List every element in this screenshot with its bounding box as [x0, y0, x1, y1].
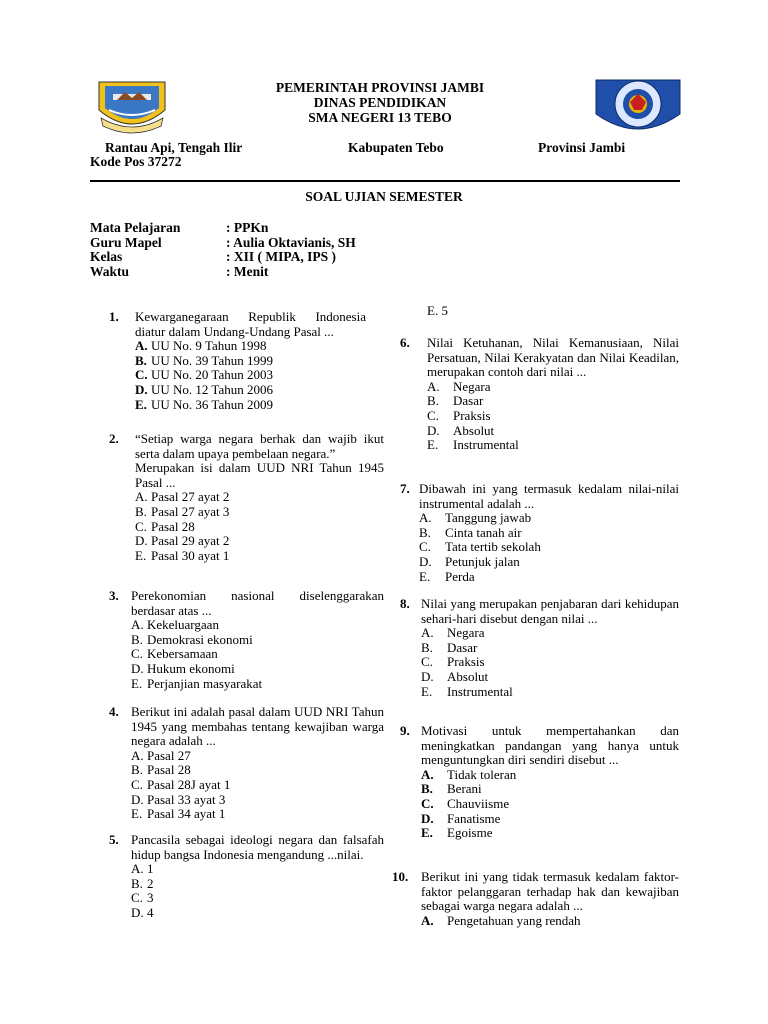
- postcode: Kode Pos 37272: [90, 154, 182, 169]
- question-9: 9. Motivasi untuk mempertahankan dan meningkatkan pandangan yang hanya untuk menguntungkan diri sendiri disebut ... A. Tidak toleran B. Berani C. Chauviisme D. Fanatisme E. Egoisme: [400, 723, 679, 841]
- question-2: 2. “Setiap warga negara berhak dan wajib ikut serta dalam upaya pembelaan negara.” Merupakan isi dalam UUD NRI Tahun 1945 Pasal ... A. Pasal 27 ayat 2 B. Pasal 27 ayat 3 C. Pasal 28 D. Pasal 29 ayat 2 E. Pasal 30 ayat 1: [109, 431, 384, 563]
- province-logo: [95, 76, 169, 136]
- header-line-3: SMA NEGERI 13 TEBO: [308, 110, 452, 125]
- address-village: Rantau Api, Tengah Ilir: [105, 140, 243, 155]
- meta-subject: Mata Pelajaran : PPKn: [90, 220, 269, 235]
- question-4: 4. Berikut ini adalah pasal dalam UUD NRI Tahun 1945 yang membahas tentang kewajiban warga negara adalah ... A. Pasal 27 B. Pasal 28 C. Pasal 28J ayat 1 D. Pasal 33 ayat 3 E. Pasal 34 ayat 1: [109, 704, 384, 822]
- question-1: 1. Kewarganegaraan Republik Indonesia diatur dalam Undang-Undang Pasal ... A. UU No. 9 Tahun 1998 B. UU No. 39 Tahun 1999 C. UU No. 20 Tahun 2003 D. UU No. 12 Tahun 2006 E. UU No. 36 Tahun 2009: [109, 309, 366, 412]
- header-line-1: PEMERINTAH PROVINSI JAMBI: [275, 80, 485, 95]
- exam-title: SOAL UJIAN SEMESTER: [305, 189, 463, 204]
- address-regency: Kabupaten Tebo: [348, 140, 444, 155]
- question-5-option-e: E. 5: [427, 303, 448, 318]
- question-6: 6. Nilai Ketuhanan, Nilai Kemanusiaan, Nilai Persatuan, Nilai Kerakyatan dan Nilai Keadilan, merupakan contoh dari nilai ... A. Negara B. Dasar C. Praksis D. Absolut E. Instrumental: [400, 335, 679, 453]
- question-7: 7. Dibawah ini yang termasuk kedalam nilai-nilai instrumental adalah ... A. Tanggung jawab B. Cinta tanah air C. Tata tertib sekolah D. Petunjuk jalan E. Perda: [400, 481, 679, 584]
- question-10: 10. Berikut ini yang tidak termasuk kedalam faktor-faktor pelanggaran terhadap hak dan kewajiban sebagai warga negara adalah ... A. Pengetahuan yang rendah: [392, 869, 679, 928]
- school-logo: [590, 74, 686, 140]
- question-5: 5. Pancasila sebagai ideologi negara dan falsafah hidup bangsa Indonesia mengandung ...nilai. A. 1 B. 2 C. 3 D. 4: [109, 832, 384, 920]
- header-divider: [90, 180, 680, 182]
- meta-class: Kelas : XII ( MIPA, IPS ): [90, 249, 336, 264]
- question-3: 3. Perekonomian nasional diselenggarakan berdasar atas ... A. Kekeluargaan B. Demokrasi ekonomi C. Kebersamaan D. Hukum ekonomi E. Perjanjian masyarakat: [109, 588, 384, 691]
- meta-teacher: Guru Mapel : Aulia Oktavianis, SH: [90, 235, 356, 250]
- meta-time: Waktu : Menit: [90, 264, 269, 279]
- question-8: 8. Nilai yang merupakan penjabaran dari kehidupan sehari-hari disebut dengan nilai ... A. Negara B. Dasar C. Praksis D. Absolut E. Instrumental: [400, 596, 679, 699]
- header-line-2: DINAS PENDIDIKAN: [313, 95, 447, 110]
- address-province: Provinsi Jambi: [538, 140, 626, 155]
